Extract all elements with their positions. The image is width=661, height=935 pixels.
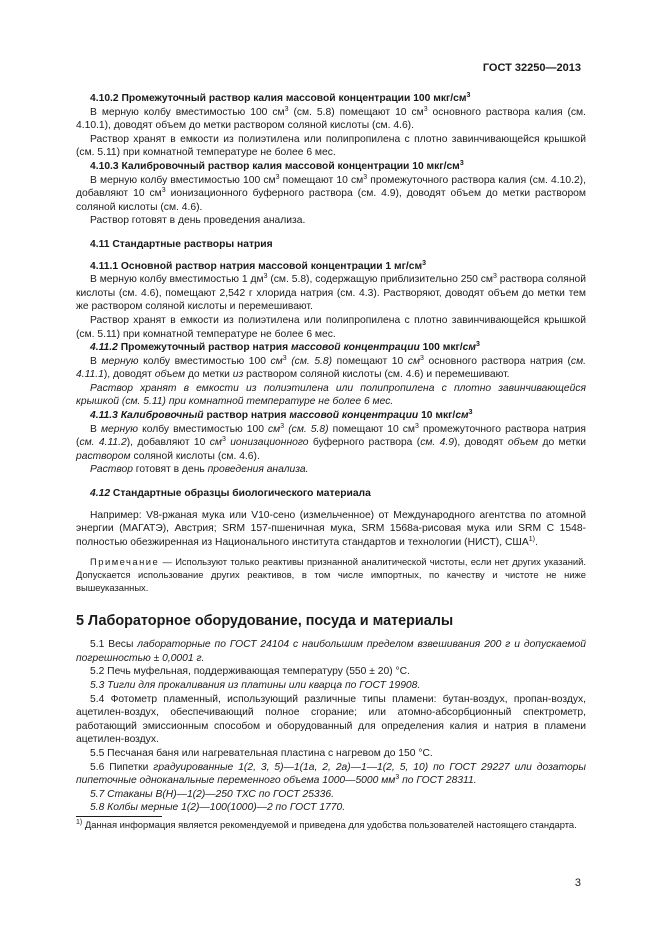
superscript: 3	[282, 354, 287, 362]
paragraph-b7	[76, 238, 586, 252]
text-run: 4.10.3 Калибровочный раствор калия массовой концентрации 10 мкг/см	[90, 160, 460, 172]
text-run: 5.8 Колбы мерные 1(2)—100(1000)—2 по ГОСТ 1770.	[90, 802, 346, 814]
text-run: Раствор готовят в день проведения анализа.	[90, 215, 306, 227]
paragraph-b4	[76, 160, 586, 174]
text-run: 4.11.2	[90, 342, 118, 354]
paragraph-b13	[76, 382, 586, 409]
text-run: градуированные 1(2, 3, 5)—1(1а, 2, 2а)—1—1(2, 5, 10) по ГОСТ 29227 или дозаторы пипеточные одноканальные переменного объема 1000—5000 мм	[76, 761, 586, 787]
paragraph-b14	[76, 409, 586, 423]
text-run: (см. 5.8), содержащую приблизительно 250 см	[267, 274, 493, 286]
text-run: ), доводят	[453, 437, 508, 449]
text-run: объем	[154, 369, 186, 381]
text-run: ), добавляют 10	[126, 437, 210, 449]
text-run: В	[90, 423, 101, 435]
paragraph-b8	[76, 260, 586, 274]
paragraph-b11	[76, 341, 586, 355]
superscript: 3	[468, 409, 473, 417]
superscript: 3	[275, 173, 280, 181]
footnote-text: Данная информация является рекомендуемой и приведена для удобства пользователей настоящего стандарта.	[82, 819, 577, 830]
footnote	[76, 819, 586, 832]
superscript: 3	[395, 774, 400, 782]
paragraph-b27	[76, 788, 586, 802]
text-run: массовой концентрации	[289, 410, 419, 422]
text-run: раствором	[76, 450, 131, 462]
text-run: Промежуточный раствор натрия	[117, 342, 291, 354]
superscript: 3	[221, 436, 226, 444]
footnote-mark: 1)	[76, 819, 83, 826]
text-run: (см. 5.8) помещают 10 см	[288, 106, 424, 118]
paragraph-b2	[76, 106, 586, 133]
text-run: промежуточного раствора натрия (	[76, 423, 586, 449]
text-run: буферного раствора (	[308, 437, 421, 449]
text-run: 5 Лабораторное оборудование, посуда и материалы	[76, 613, 454, 630]
text-run: по ГОСТ 28311.	[399, 775, 477, 787]
text-run: раствором соляной кислоты (см. 4.6) и перемешивают.	[243, 369, 510, 381]
superscript: 1)	[528, 535, 535, 543]
paragraph-b28	[76, 801, 586, 815]
superscript: 3	[263, 273, 268, 281]
paragraph-b12	[76, 355, 586, 382]
superscript: 3	[422, 259, 427, 267]
text-run: 100 мкг/	[419, 342, 463, 354]
text-run: ионизационного буферного раствора (см. 4.9), доводят объем до метки раствором соляной кислоты (см. 4.6).	[76, 188, 586, 213]
text-run: ), доводят	[103, 369, 155, 381]
superscript: 3	[459, 159, 464, 167]
document-code-header: ГОСТ 32250—2013	[482, 62, 581, 74]
text-run: 5.7 Стаканы В(Н)—1(2)—250 ТХС по ГОСТ 25336.	[90, 788, 334, 800]
text-run: В мерную колбу вместимостью 100 см	[90, 174, 276, 186]
text-run: см	[268, 423, 281, 435]
text-run: 5.3 Тигли для прокаливания из платины или кварца по ГОСТ 19908.	[90, 679, 421, 691]
text-run: Раствор хранят в емкости из полиэтилена или полипропилена с плотно завинчивающейся крышкой (см. 5.11) при комнатной температуре не более 6 мес.	[76, 133, 586, 159]
text-run: см	[462, 342, 476, 354]
text-run: колбу вместимостью 100	[138, 355, 271, 367]
text-run: 5.5 Песчаная баня или нагревательная пластина с нагревом до 150 °С.	[90, 747, 433, 759]
text-run: помещают 10 см	[328, 423, 416, 435]
footnote-separator	[76, 816, 162, 817]
text-run: 4.10.2 Промежуточный раствор калия массовой концентрации 100 мкг/см	[90, 93, 467, 104]
text-run: Стандартные образцы биологического материала	[110, 488, 371, 500]
text-run: готовят в день	[132, 464, 208, 476]
text-run: колбу вместимостью 100	[138, 423, 269, 435]
paragraph-b3	[76, 133, 586, 160]
text-run: основного раствора натрия (	[423, 355, 571, 367]
paragraph-b19	[76, 556, 586, 594]
text-run: мерную	[100, 423, 139, 435]
text-run: 5.6 Пипетки	[90, 761, 154, 773]
text-run: 10 мкг/	[418, 410, 456, 422]
paragraph-b15	[76, 423, 586, 464]
text-run: .	[534, 536, 538, 548]
text-run: до метки	[185, 369, 233, 381]
text-run: мерную	[101, 355, 139, 367]
text-run: проведения анализа.	[207, 464, 309, 476]
paragraph-b18	[76, 509, 586, 550]
superscript: 3	[280, 422, 285, 430]
text-run: раствор натрия	[203, 410, 290, 422]
text-run: см. 4.9	[420, 437, 454, 449]
text-run: Раствор хранят в емкости из полиэтилена или полипропилена с плотно завинчивающейся крышкой (см. 5.11) при комнатной температуре не более 6 мес.	[76, 314, 586, 340]
paragraph-b24	[76, 693, 586, 747]
document-body	[76, 92, 586, 815]
text-run: лабораторные по ГОСТ 24104 с наибольшим пределом взвешивания 200 г и допускаемой погрешностью ± 0,0001 г.	[76, 639, 586, 664]
superscript: 3	[420, 354, 424, 362]
paragraph-b16	[76, 463, 586, 477]
superscript: 3	[284, 105, 289, 113]
text-run: 5.1 Весы	[90, 639, 138, 651]
paragraph-b25	[76, 747, 586, 761]
text-run: объем	[507, 437, 539, 449]
text-run: см	[407, 355, 421, 367]
text-run: соляной кислоты (см. 4.6).	[130, 450, 260, 462]
paragraph-b1	[76, 92, 586, 106]
superscript: 3	[466, 92, 471, 99]
text-run: 4.11.3 Калибровочный	[90, 410, 204, 422]
text-run: из	[232, 369, 244, 381]
text-run: В	[90, 355, 102, 367]
text-run: см	[270, 355, 283, 367]
text-run: помещают 10 см	[279, 174, 364, 186]
text-run: ионизационного	[225, 437, 309, 449]
text-run: промежуточного раствора калия (см. 4.10.2), добавляют 10 см	[76, 174, 586, 200]
text-run: см. 4.11.1	[76, 355, 586, 381]
text-run: раствора соляной кислоты (см. 4.6), помещают 2,542 г хлорида натрия (см. 4.3). Растворяют, доводят объем до метки тем же раствором соляной кислоты и перемешивают.	[76, 274, 586, 313]
text-run: Раствор	[90, 464, 133, 476]
text-run: 4.11 Стандартные растворы натрия	[90, 238, 273, 250]
text-run: Например: V8-ржаная мука или V10-сено (измельченное) от Международного агентства по атомной энергии (МАГАТЭ), Австрия; SRM 157-пшеничная мука, SRM 1568а-рисовая мука или SRM C 1548-полностью обезжиренная из Национального института стандартов и технологии (НИСТ), США	[76, 509, 586, 548]
text-run: (см. 5.8)	[286, 355, 333, 367]
text-run: Примечание	[90, 556, 160, 568]
text-run: В мерную колбу вместимостью 100 см	[90, 106, 285, 118]
superscript: 3	[363, 173, 368, 181]
paragraph-b26	[76, 761, 586, 788]
text-run: см	[209, 437, 222, 449]
text-run: 5.2 Печь муфельная, поддерживающая температуру (550 ± 20) °С.	[90, 666, 410, 678]
paragraph-b5	[76, 174, 586, 215]
superscript: 3	[475, 341, 480, 349]
superscript: 3	[415, 422, 419, 430]
paragraph-b6	[76, 214, 586, 228]
superscript: 3	[492, 273, 497, 281]
paragraph-b9	[76, 273, 586, 314]
paragraph-b23	[76, 679, 586, 693]
paragraph-b22	[76, 665, 586, 679]
page-number: 3	[574, 877, 581, 889]
text-run: массовой концентрации	[290, 342, 420, 354]
paragraph-b10	[76, 314, 586, 341]
text-run: (см. 5.8)	[284, 423, 329, 435]
text-run: В мерную колбу вместимостью 1 дм	[90, 274, 264, 286]
text-run: — Используют только реактивы признанной аналитической чистоты, если нет других указаний. Допускается использование других реактивов, в том числе импортных, по качеству и чистоте не ниже вышеуказанных.	[76, 556, 586, 593]
text-run: см. 4.11.2	[79, 437, 127, 449]
text-run: 4.12	[90, 488, 111, 500]
paragraph-b21	[76, 638, 586, 665]
superscript: 3	[423, 105, 428, 113]
text-run: 5.4 Фотометр пламенный, использующий различные типы пламени: бутан-воздух, пропан-воздух, ацетилен-воздух, обеспечивающий полное сгорание; или атомно-абсорбционный спектрометр, работающий эмиссионным способом и оборудованный для определения калия и натрия в пламени ацетилен-воздух.	[76, 693, 586, 746]
text-run: до метки	[538, 437, 586, 449]
text-run: основного раствора калия (см. 4.10.1), доводят объем до метки раствором соляной кислоты (см. 4.6).	[76, 106, 586, 132]
text-run: см	[455, 410, 469, 422]
paragraph-b20	[76, 612, 586, 630]
text-run: Раствор хранят в емкости из полиэтилена или полипропилена с плотно завинчивающейся крышкой (см. 5.11) при комнатной температуре не более 6 мес.	[76, 382, 586, 408]
text-run: помещают 10	[332, 355, 408, 367]
text-run: 4.11.1 Основной раствор натрия массовой концентрации 1 мг/см	[90, 260, 423, 272]
superscript: 3	[161, 187, 166, 195]
paragraph-b17	[76, 487, 586, 501]
